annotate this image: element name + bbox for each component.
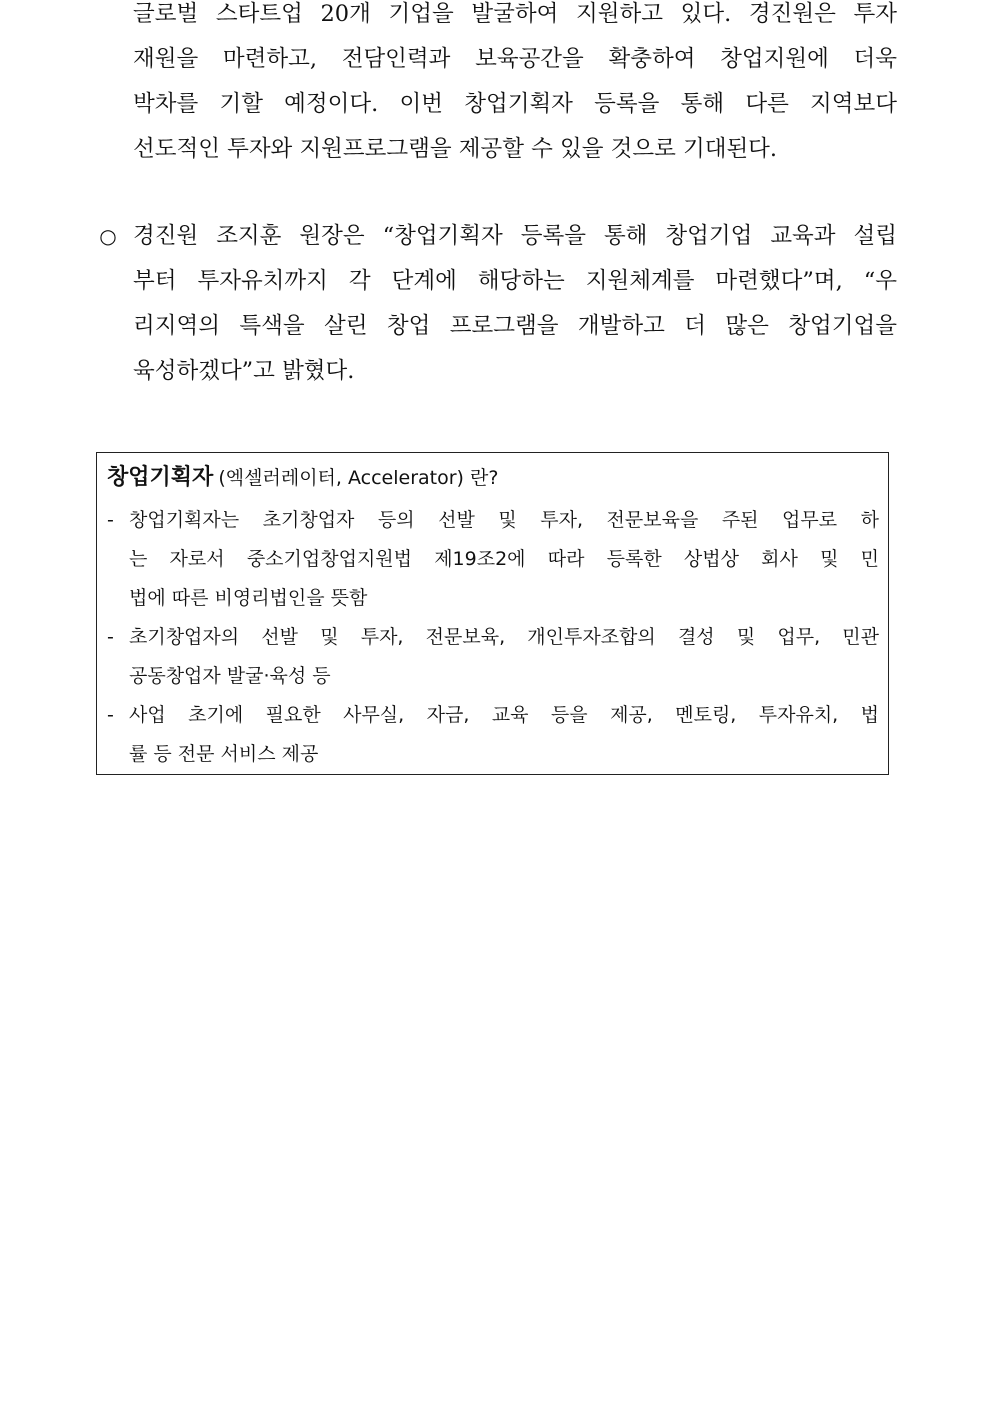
paragraph-line: 리지역의 특색을 살린 창업 프로그램을 개발하고 더 많은 창업기업을: [133, 313, 897, 339]
paragraph-line: 재원을 마련하고, 전담인력과 보육공간을 확충하여 창업지원에 더욱: [133, 46, 897, 72]
paragraph-line: 부터 투자유치까지 각 단계에 해당하는 지원체계를 마련했다”며, “우: [133, 268, 897, 294]
paragraph-line: 글로벌 스타트업 20개 기업을 발굴하여 지원하고 있다. 경진원은 투자: [133, 1, 897, 27]
definition-list-item: [107, 618, 879, 696]
paragraph-line: 선도적인 투자와 지원프로그램을 제공할 수 있을 것으로 기대된다.: [133, 136, 778, 162]
definition-list: [107, 501, 879, 774]
paragraph-line: 박차를 기할 예정이다. 이번 창업기획자 등록을 통해 다른 지역보다: [133, 91, 897, 117]
continuation-paragraph: [133, 0, 897, 172]
list-item-line: 공동창업자 발굴·육성 등: [129, 665, 331, 687]
dash-bullet-icon: -: [107, 626, 114, 648]
quote-paragraph: [97, 214, 897, 394]
list-item-line: 법에 따른 비영리법인을 뜻함: [129, 587, 368, 609]
list-item-line: 초기창업자의 선발 및 투자, 전문보육, 개인투자조합의 결성 및 업무, 민관: [129, 626, 879, 648]
definition-term: 창업기획자: [107, 465, 214, 490]
list-item-line: 창업기획자는 초기창업자 등의 선발 및 투자, 전문보육을 주된 업무로 하: [129, 509, 879, 531]
list-item-line: 사업 초기에 필요한 사무실, 자금, 교육 등을 제공, 멘토링, 투자유치, 법: [129, 704, 879, 726]
circle-bullet-icon: ○: [99, 224, 117, 248]
list-item-line: 률 등 전문 서비스 제공: [129, 743, 319, 765]
definition-box: [96, 452, 889, 775]
definition-term-subtitle: (엑셀러레이터, Accelerator) 란?: [218, 467, 499, 489]
dash-bullet-icon: -: [107, 704, 114, 726]
definition-list-item: [107, 501, 879, 618]
paragraph-line: 경진원 조지훈 원장은 “창업기획자 등록을 통해 창업기업 교육과 설립: [133, 223, 897, 249]
definition-list-item: [107, 696, 879, 774]
paragraph-line: 육성하겠다”고 밝혔다.: [133, 358, 355, 384]
dash-bullet-icon: -: [107, 509, 114, 531]
list-item-line: 는 자로서 중소기업창업지원법 제19조2에 따라 등록한 상법상 회사 및 민: [129, 548, 879, 570]
definition-box-title: [107, 461, 498, 495]
